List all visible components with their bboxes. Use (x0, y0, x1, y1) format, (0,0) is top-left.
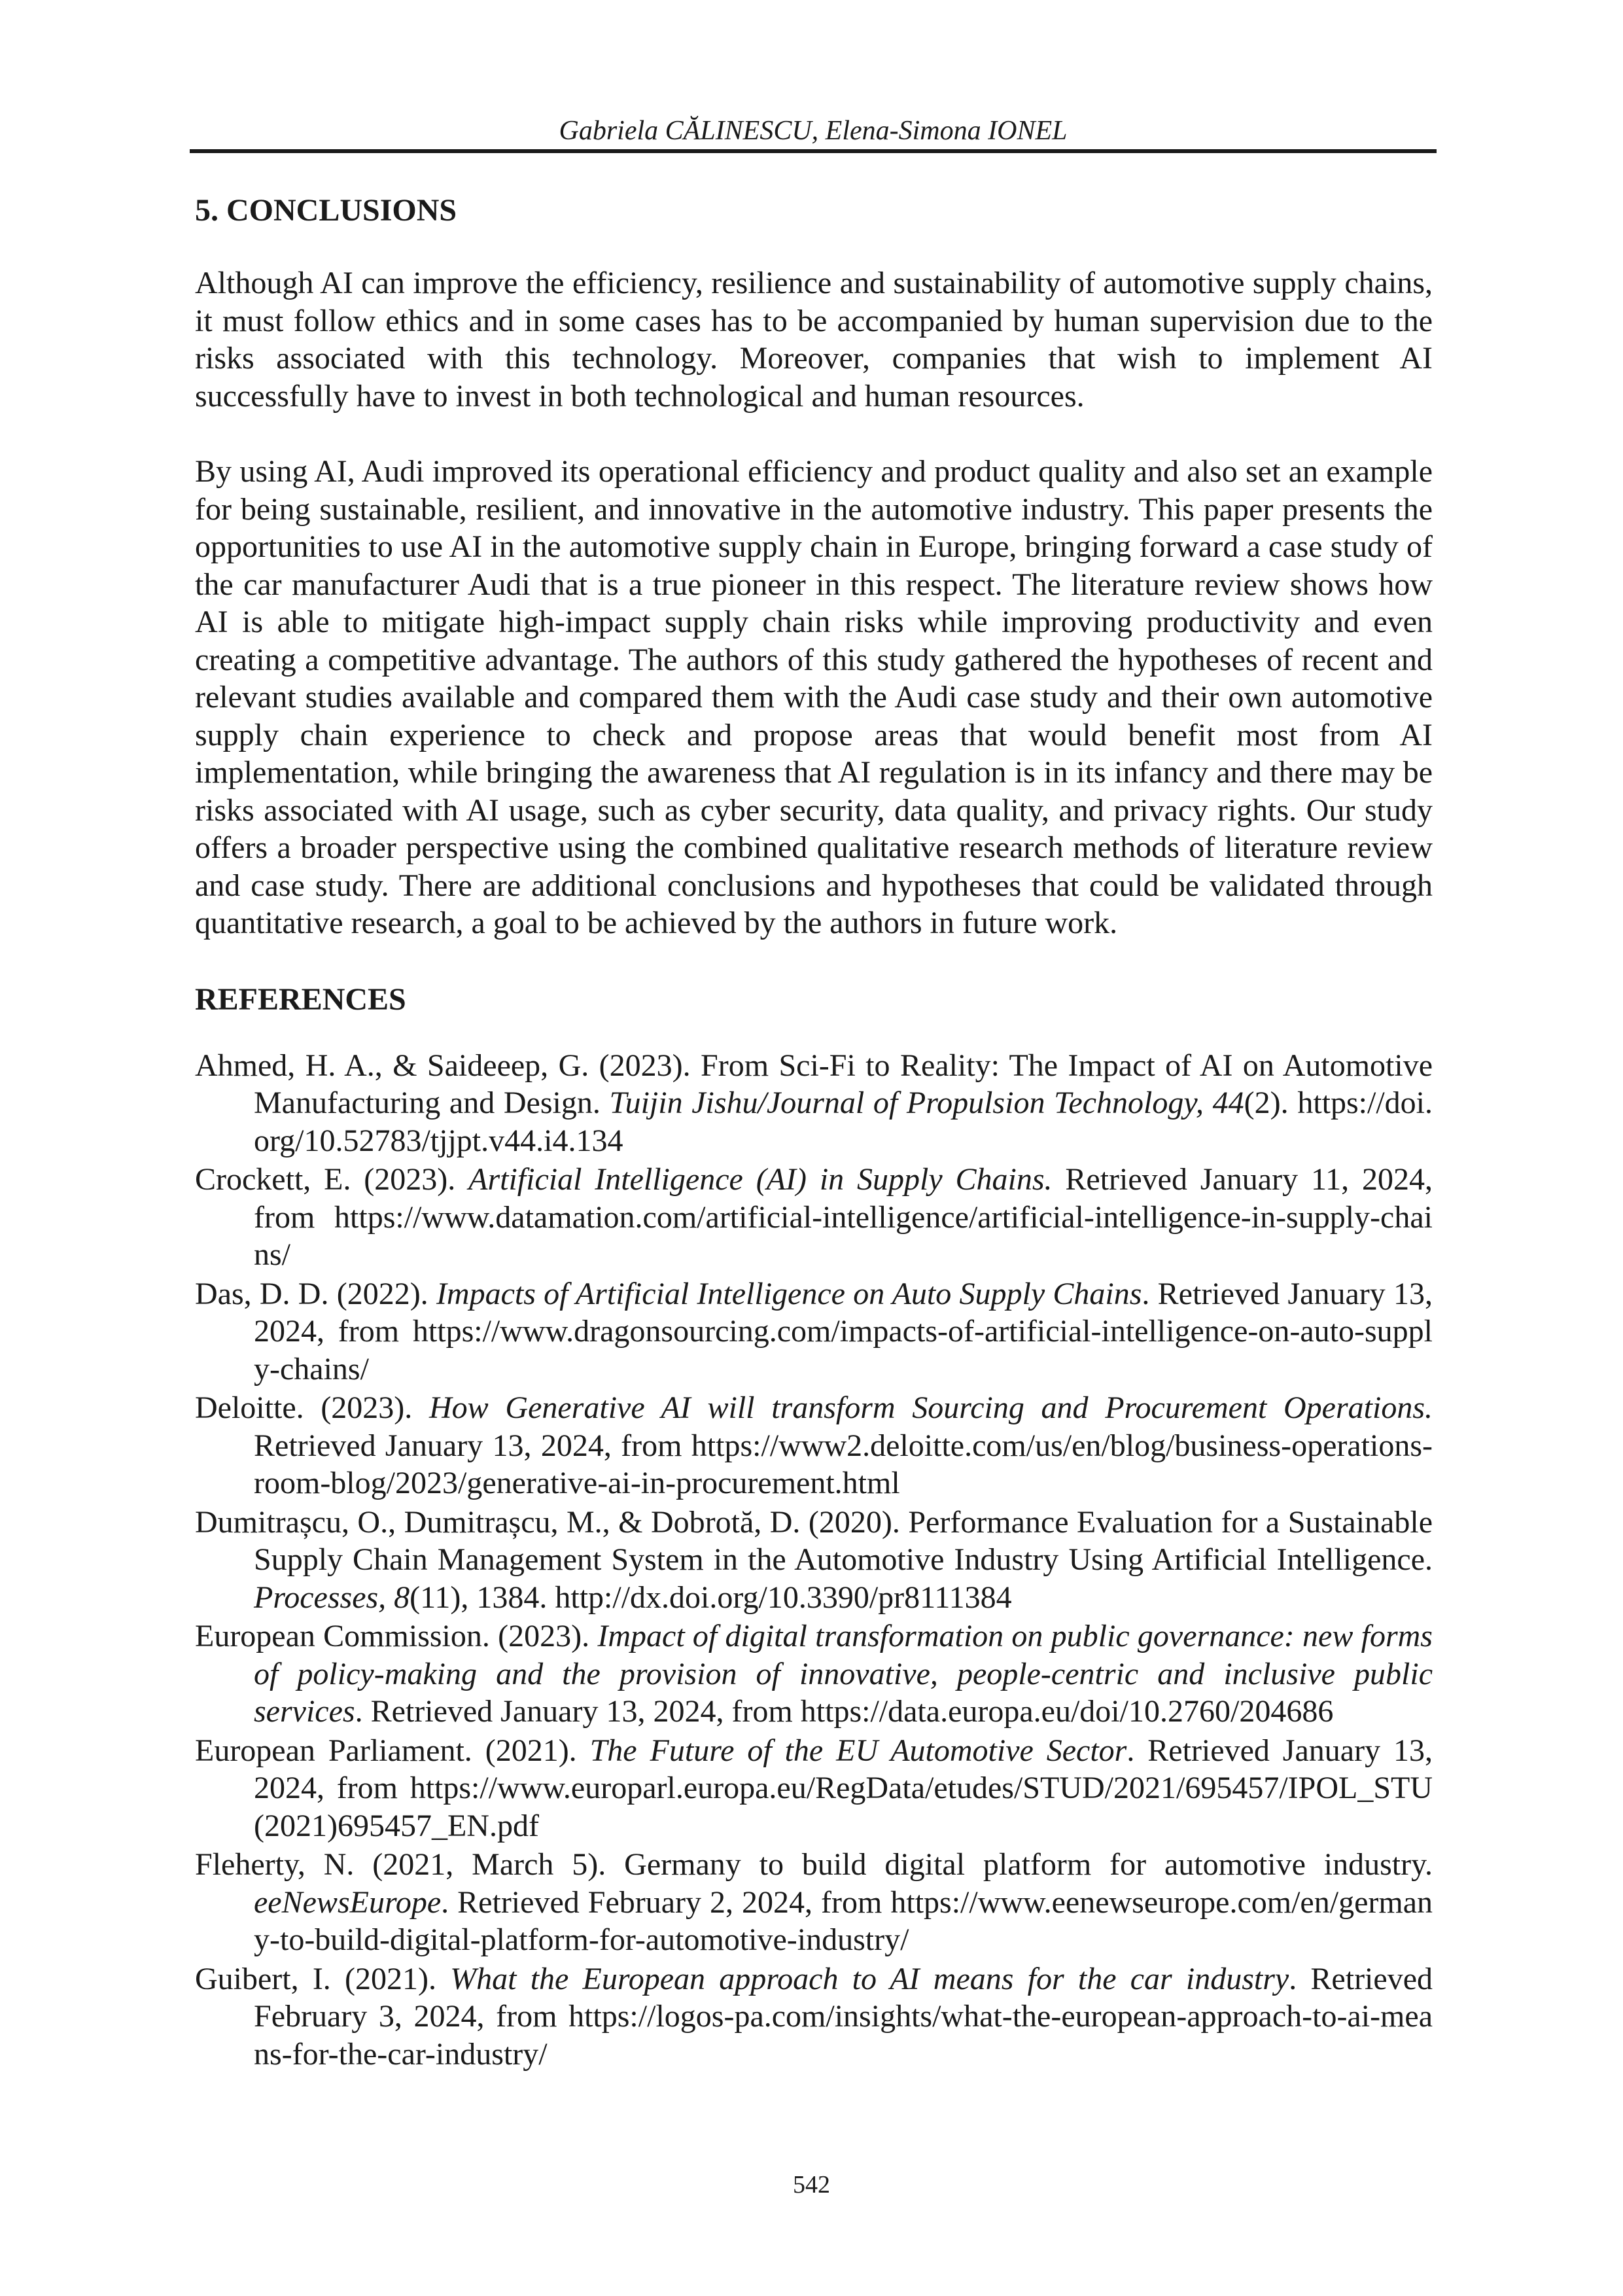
reference-item (195, 1504, 1433, 1617)
reference-italic: The Future of the EU Automotive Sector (589, 1733, 1127, 1768)
reference-italic: What the European approach to AI means for the car industry (450, 1961, 1289, 1996)
reference-text: European Commission. (2023). (195, 1619, 598, 1653)
page-number: 542 (793, 2171, 830, 2199)
reference-link[interactable]: https://www.dragonsourcing.com/impacts-of-artificial-intelligence-on-auto-supply-chains/ (254, 1314, 1433, 1386)
conclusions-paragraph-2: By using AI, Audi improved its operational efficiency and product quality and also set an example for being sustainable, resilient, and innovative in the automotive industry. This paper presents the opportunities to use AI in the automotive supply chain in Europe, bringing forward a case study of the car manufacturer Audi that is a true pioneer in this respect. The literature review shows how AI is able to mitigate high-impact supply chain risks while improving productivity and even creating a competitive advantage. The authors of this study gathered the hypotheses of recent and relevant studies available and compared them with the Audi case study and their own automotive supply chain experience to check and propose areas that would benefit most from AI implementation, while bringing the awareness that AI regulation is in its infancy and there may be risks associated with AI usage, such as cyber security, data quality, and privacy rights. Our study offers a broader perspective using the combined qualitative research methods of literature review and case study. There are additional conclusions and hypotheses that could be validated through quantitative research, a goal to be achieved by the authors in future work. (195, 454, 1433, 940)
reference-text: Guibert, I. (2021). (195, 1961, 451, 1996)
conclusions-paragraph-1: Although AI can improve the efficiency, resilience and sustainability of automotive supply chains, it must follow ethics and in some cases has to be accompanied by human supervision due to the risks associated with this technology. Moreover, companies that wish to implement AI successfully have to invest in both technological and human resources. (195, 266, 1433, 414)
reference-italic: Impact of digital transformation on public governance: new forms of policy-making and the provision of innovative, people-centric and inclusive public services (254, 1619, 1433, 1729)
reference-text: European Parliament. (2021). (195, 1733, 590, 1768)
reference-text: . Retrieved January 13, 2024, from (254, 1276, 1433, 1349)
reference-text: Crockett, E. (2023). (195, 1162, 469, 1197)
references-heading: REFERENCES (195, 981, 406, 1017)
reference-item (195, 1275, 1433, 1388)
reference-italic: Impacts of Artificial Intelligence on Auto Supply Chains (436, 1276, 1142, 1311)
reference-list (195, 1047, 1433, 2074)
reference-item (195, 1389, 1433, 1502)
reference-link[interactable]: https://www2.deloitte.com/us/en/blog/business-operations-room-blog/2023/generative-ai-in-procurement.html (254, 1428, 1433, 1500)
reference-italic: eeNewsEurope (254, 1884, 442, 1920)
running-header-authors: Gabriela CĂLINESCU, Elena-Simona IONEL (559, 116, 1068, 146)
page-content (195, 191, 1433, 2074)
reference-italic: Tuijin Jishu/Journal of Propulsion Technology, 44 (609, 1086, 1244, 1120)
reference-text: Dumitrașcu, O., Dumitrașcu, M., & Dobrotă, D. (2020). Performance Evaluation for a Sustainable Supply Chain Management System in the Automotive Industry Using Artificial Intelligence. (195, 1504, 1433, 1577)
reference-text: . Retrieved January 13, 2024, from (355, 1694, 801, 1729)
reference-text: Retrieved January 11, 2024, from (254, 1162, 1433, 1235)
reference-link[interactable]: https://www.datamation.com/artificial-intelligence/artificial-intelligence-in-supply-chains/ (254, 1199, 1433, 1272)
reference-text: . Retrieved February 3, 2024, from (254, 1961, 1433, 2034)
reference-text: (2). (1244, 1086, 1298, 1120)
reference-link[interactable]: https://doi.org/10.52783/tjjpt.v44.i4.134 (254, 1086, 1433, 1158)
reference-text: Deloitte. (2023). (195, 1390, 430, 1425)
reference-italic: How Generative AI will transform Sourcing and Procurement Operations. (429, 1390, 1433, 1425)
reference-italic: Artificial Intelligence (AI) in Supply Chains. (468, 1162, 1053, 1197)
reference-text: Fleherty, N. (2021, March 5). Germany to build digital platform for automotive industry. (195, 1847, 1433, 1882)
reference-link[interactable]: https://logos-pa.com/insights/what-the-european-approach-to-ai-means-for-the-car-industry/ (254, 1999, 1433, 2072)
conclusions-heading: 5. CONCLUSIONS (195, 193, 457, 228)
reference-link[interactable]: https://www.europarl.europa.eu/RegData/etudes/STUD/2021/695457/IPOL_STU(2021)695457_EN.pdf (254, 1771, 1433, 1843)
reference-item (195, 1617, 1433, 1731)
reference-text: Ahmed, H. A., & Saideeep, G. (2023). From Sci-Fi to Reality: The Impact of AI on Automotive Manufacturing and Design. (195, 1048, 1433, 1120)
header-rule (190, 149, 1437, 153)
reference-item (195, 1732, 1433, 1845)
reference-text: Retrieved January 13, 2024, from (254, 1428, 691, 1463)
reference-link[interactable]: https://data.europa.eu/doi/10.2760/204686 (800, 1694, 1334, 1729)
reference-item (195, 1161, 1433, 1274)
reference-italic: Processes, 8 (254, 1580, 410, 1615)
reference-link[interactable]: https://www.eenewseurope.com/en/germany-to-build-digital-platform-for-automotive-industry/ (254, 1884, 1433, 1957)
reference-text: . Retrieved January 13, 2024, from (254, 1733, 1433, 1805)
reference-text: Das, D. D. (2022). (195, 1276, 436, 1311)
reference-link[interactable]: http://dx.doi.org/10.3390/pr8111384 (555, 1580, 1012, 1615)
reference-text: . Retrieved February 2, 2024, from (441, 1884, 891, 1920)
reference-text: (11), 1384. (410, 1580, 555, 1615)
reference-item (195, 1846, 1433, 1959)
reference-item (195, 1047, 1433, 1160)
reference-item (195, 1960, 1433, 2074)
